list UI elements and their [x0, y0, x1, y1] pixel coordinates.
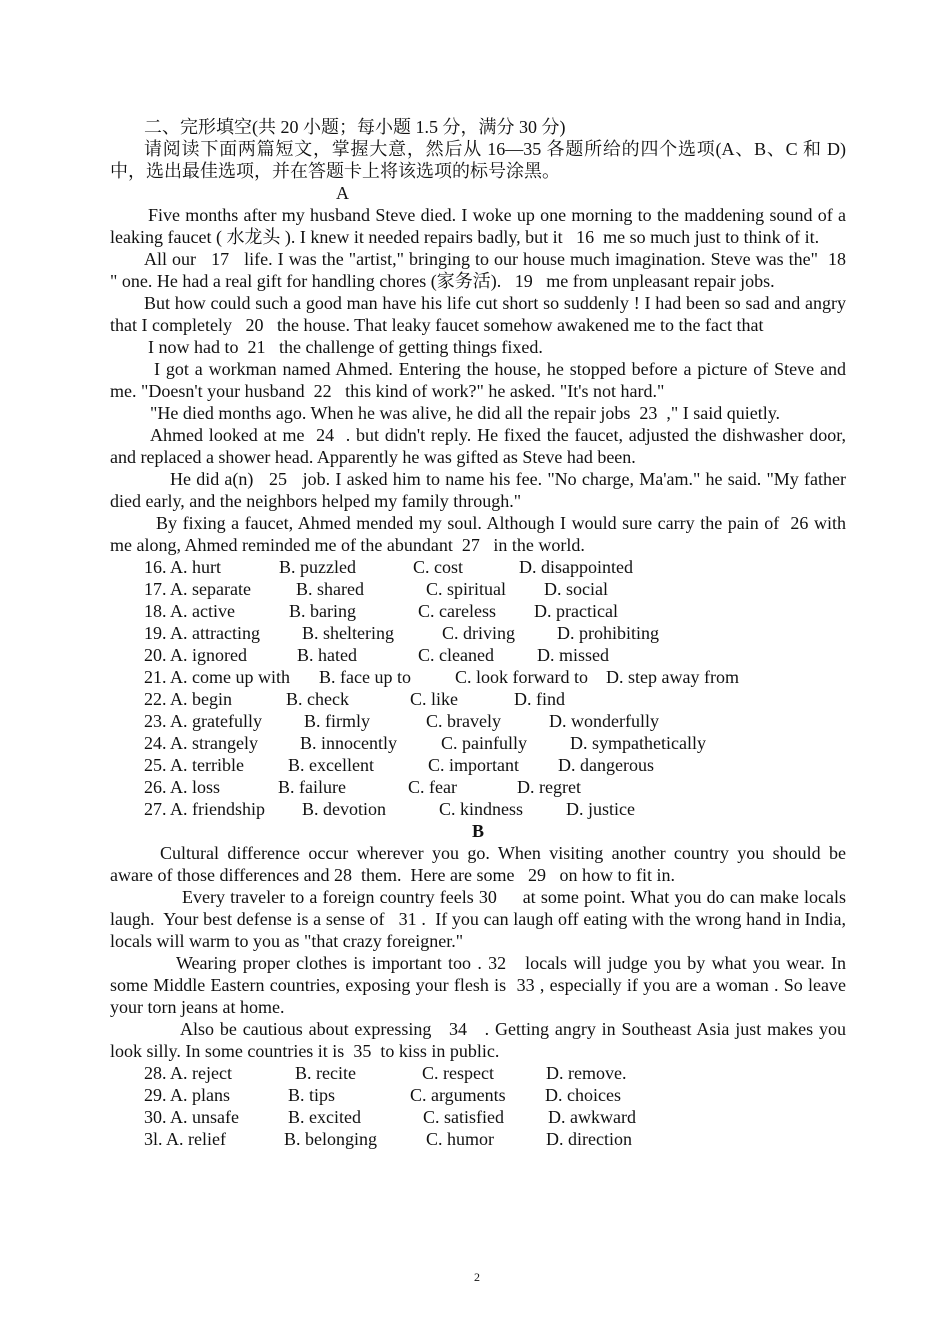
paragraph: By fixing a faucet, Ahmed mended my soul. Although I would sure carry the pain of 26 with me along, Ahmed reminded me of the abundant 27 in the world. [110, 513, 851, 555]
option-b: B. baring [289, 601, 356, 621]
section-title: 二、完形填空(共 20 小题；每小题 1.5 分，满分 30 分) [144, 117, 566, 137]
option-c: C. look forward to [455, 667, 588, 687]
passage-b-text [110, 842, 851, 1062]
option-a: 3l. A. relief [144, 1129, 226, 1149]
option-a: 16. A. hurt [144, 557, 222, 577]
option-c: C. driving [442, 623, 516, 643]
option-c: C. like [410, 689, 458, 709]
passage-a-options [110, 556, 846, 820]
option-d: D. find [514, 689, 565, 709]
option-c: C. bravely [426, 711, 501, 731]
option-a: 30. A. unsafe [144, 1107, 239, 1127]
paragraph: "He died months ago. When he was alive, he did all the repair jobs 23 ," I said quietly. [150, 403, 781, 423]
question-options [110, 688, 846, 710]
option-a: 20. A. ignored [144, 645, 247, 665]
option-c: C. fear [408, 777, 457, 797]
question-options [110, 1106, 846, 1128]
option-b: B. check [286, 689, 349, 709]
question-options [110, 754, 846, 776]
option-b: B. sheltering [302, 623, 394, 643]
option-b: B. devotion [302, 799, 386, 819]
option-d: D. justice [566, 799, 635, 819]
option-d: D. remove. [546, 1063, 627, 1083]
option-a: 28. A. reject [144, 1063, 232, 1083]
option-c: C. cleaned [418, 645, 494, 665]
question-options [110, 666, 846, 688]
option-b: B. face up to [319, 667, 411, 687]
option-b: B. firmly [304, 711, 370, 731]
option-b: B. shared [296, 579, 364, 599]
option-a: 18. A. active [144, 601, 235, 621]
option-c: C. cost [413, 557, 464, 577]
option-c: C. painfully [441, 733, 527, 753]
option-c: C. careless [418, 601, 496, 621]
option-b: B. hated [297, 645, 357, 665]
paragraph: He did a(n) 25 job. I asked him to name his fee. "No charge, Ma'am." he said. "My father died early, and the neighbors helped my family through." [110, 469, 851, 511]
option-d: D. practical [534, 601, 618, 621]
question-options [110, 776, 846, 798]
passage-a-heading: A [336, 183, 349, 203]
paragraph: But how could such a good man have his life cut short so suddenly ! I had been so sad and angry that I completely 20 the house. That leaky faucet somehow awakened me to the fact that [110, 293, 851, 335]
option-a: 26. A. loss [144, 777, 221, 797]
paragraph: All our 17 life. I was the "artist," bringing to our house much imagination. Steve was the" 18 " one. He had a real gift for handling chores (家务活). 19 me from unpleasant repair jobs. [110, 249, 855, 291]
exam-page [110, 116, 855, 1150]
option-b: B. belonging [284, 1129, 377, 1149]
option-d: D. prohibiting [557, 623, 659, 643]
option-d: D. step away from [606, 667, 739, 687]
option-b: B. puzzled [279, 557, 356, 577]
paragraph: Every traveler to a foreign country feels 30 at some point. What you do can make locals laugh. Your best defense is a sense of 31 . If you can laugh off eating with the wrong hand in India, locals will warm to you as "that crazy foreigner." [110, 887, 851, 951]
question-options [110, 578, 846, 600]
option-d: D. missed [537, 645, 609, 665]
option-d: D. direction [546, 1129, 632, 1149]
option-d: D. social [544, 579, 608, 599]
option-d: D. disappointed [519, 557, 633, 577]
paragraph: I now had to 21 the challenge of getting things fixed. [148, 337, 543, 357]
option-a: 23. A. gratefully [144, 711, 262, 731]
paragraph: I got a workman named Ahmed. Entering the house, he stopped before a picture of Steve and me. "Doesn't your husband 22 this kind of work?" he asked. "It's not hard." [110, 359, 851, 401]
option-a: 24. A. strangely [144, 733, 258, 753]
passage-a-text [110, 204, 855, 556]
option-a: 29. A. plans [144, 1085, 231, 1105]
question-options [110, 556, 846, 578]
option-a: 22. A. begin [144, 689, 232, 709]
option-a: 27. A. friendship [144, 799, 265, 819]
question-options [110, 1062, 846, 1084]
page-number: 2 [474, 1270, 480, 1284]
option-d: D. wonderfully [549, 711, 659, 731]
option-b: B. recite [295, 1063, 356, 1083]
question-options [110, 600, 846, 622]
paragraph: Wearing proper clothes is important too . 32 locals will judge you by what you wear. In some Middle Eastern countries, exposing your flesh is 33 , especially if you are a woman . So leave your torn jeans at home. [110, 953, 851, 1017]
option-b: B. tips [288, 1085, 336, 1105]
option-c: C. respect [422, 1063, 494, 1083]
question-options [110, 710, 846, 732]
question-options [110, 732, 846, 754]
option-b: B. excellent [288, 755, 374, 775]
option-b: B. innocently [300, 733, 397, 753]
option-a: 25. A. terrible [144, 755, 244, 775]
paragraph: Cultural difference occur wherever you go. When visiting another country you should be aware of those differences and 28 them. Here are some 29 on how to fit in. [110, 843, 851, 885]
question-options [110, 1128, 846, 1150]
question-options [110, 798, 846, 820]
paragraph: Ahmed looked at me 24 . but didn't reply. He fixed the faucet, adjusted the dishwasher door, and replaced a shower head. Apparently he was gifted as Steve had been. [110, 425, 851, 467]
option-b: B. failure [278, 777, 346, 797]
paragraph: Also be cautious about expressing 34 . Getting angry in Southeast Asia just makes you look silly. In some countries it is 35 to kiss in public. [110, 1019, 851, 1061]
option-a: 17. A. separate [144, 579, 251, 599]
option-a: 21. A. come up with [144, 667, 290, 687]
option-d: D. sympathetically [570, 733, 706, 753]
question-options [110, 1084, 846, 1106]
option-c: C. important [428, 755, 519, 775]
option-c: C. arguments [410, 1085, 506, 1105]
option-a: 19. A. attracting [144, 623, 260, 643]
option-c: C. satisfied [423, 1107, 504, 1127]
option-c: C. kindness [439, 799, 524, 819]
option-c: C. humor [426, 1129, 495, 1149]
option-c: C. spiritual [426, 579, 506, 599]
instructions: 请阅读下面两篇短文，掌握大意，然后从 16—35 各题所给的四个选项(A、B、C 和 D)中，选出最佳选项，并在答题卡上将该选项的标号涂黑。 [110, 139, 846, 181]
option-b: B. excited [288, 1107, 361, 1127]
question-options [110, 622, 846, 644]
option-d: D. choices [545, 1085, 621, 1105]
option-d: D. awkward [548, 1107, 636, 1127]
option-d: D. regret [517, 777, 581, 797]
passage-b-options [110, 1062, 846, 1150]
option-d: D. dangerous [558, 755, 654, 775]
passage-b-heading: B [471, 821, 484, 841]
question-options [110, 644, 846, 666]
paragraph: Five months after my husband Steve died. I woke up one morning to the maddening sound of a leaking faucet ( 水龙头 ). I knew it needed repairs badly, but it 16 me so much just to think of it. [110, 205, 851, 247]
